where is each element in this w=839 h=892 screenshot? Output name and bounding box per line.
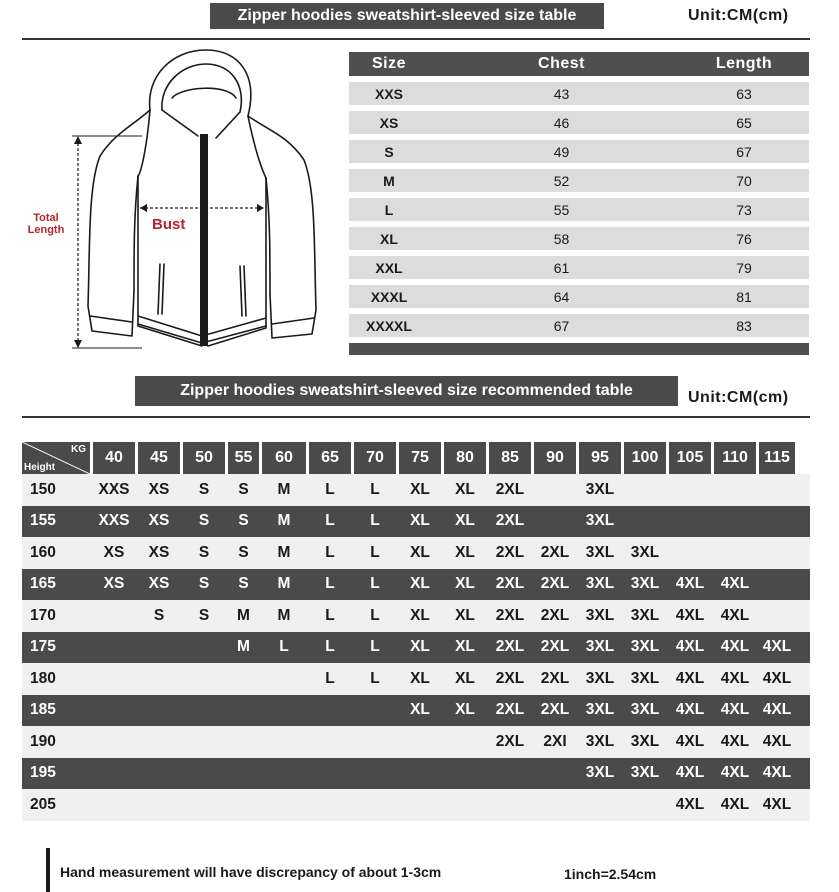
- size-recommend-cell: M: [277, 575, 291, 593]
- size-recommend-cell: L: [325, 669, 335, 687]
- weight-header: 90: [534, 442, 576, 474]
- hoodie-diagram: [22, 46, 342, 361]
- size-recommend-cell: 3XL: [585, 701, 615, 719]
- size-recommend-cell: L: [370, 480, 380, 498]
- size-recommend-cell: XXS: [98, 480, 130, 498]
- height-row: [22, 600, 810, 632]
- length-cell: 67: [736, 143, 752, 160]
- size-recommend-cell: 4XL: [762, 669, 792, 687]
- size-recommend-cell: XL: [410, 669, 430, 687]
- height-cell: 205: [30, 795, 56, 813]
- size-recommend-cell: L: [325, 543, 335, 561]
- size-recommend-cell: XS: [148, 480, 170, 498]
- height-row: [22, 632, 810, 664]
- weight-header: 105: [669, 442, 711, 474]
- size-recommend-cell: 3XL: [630, 606, 660, 624]
- height-cell: 180: [30, 669, 56, 687]
- weight-header: 60: [262, 442, 306, 474]
- size-recommend-cell: L: [325, 606, 335, 624]
- size-recommend-cell: S: [198, 606, 210, 624]
- size-recommend-cell: 2XL: [495, 701, 525, 719]
- weight-header: 95: [579, 442, 621, 474]
- size-row: [349, 140, 809, 163]
- size-recommend-cell: 2XL: [495, 543, 525, 561]
- corner-height-label: Height: [24, 462, 56, 473]
- chest-cell: 61: [553, 259, 570, 276]
- chest-cell: 55: [553, 201, 570, 218]
- size-recommend-cell: 3XL: [585, 575, 615, 593]
- size-recommend-cell: 3XL: [585, 480, 615, 498]
- weight-header: 45: [138, 442, 180, 474]
- height-row: [22, 758, 810, 790]
- weight-header: 80: [444, 442, 486, 474]
- height-cell: 190: [30, 732, 56, 750]
- size-cell: XXXL: [370, 288, 408, 305]
- footer-bar-accent: [46, 848, 50, 892]
- size-recommend-cell: 4XL: [762, 638, 792, 656]
- size-row: [349, 82, 809, 105]
- size-recommend-cell: 3XL: [585, 764, 615, 782]
- size-table: [349, 52, 809, 355]
- weight-header: 50: [183, 442, 225, 474]
- size-recommend-cell: S: [238, 575, 249, 593]
- size-recommend-cell: 4XL: [675, 575, 705, 593]
- size-recommend-cell: L: [370, 543, 380, 561]
- size-recommend-cell: XL: [410, 701, 430, 719]
- size-recommend-cell: 2XL: [495, 638, 525, 656]
- bust-label: Bust: [152, 216, 186, 233]
- length-cell: 76: [736, 230, 752, 247]
- size-recommend-cell: XS: [103, 543, 125, 561]
- recommend-table-header: [22, 442, 810, 474]
- size-recommend-cell: XL: [455, 480, 475, 498]
- size-cell: XL: [380, 230, 398, 247]
- header-chest: Chest: [538, 55, 585, 72]
- size-cell: XXL: [375, 259, 403, 276]
- size-recommend-cell: 4XL: [675, 606, 705, 624]
- size-recommend-cell: 3XL: [585, 669, 615, 687]
- size-recommend-cell: XL: [455, 512, 475, 530]
- recommend-table-title: Zipper hoodies sweatshirt-sleeved size recommended table: [135, 376, 678, 406]
- recommend-table: [22, 442, 810, 821]
- size-recommend-cell: 4XL: [720, 732, 750, 750]
- size-recommend-cell: 2XL: [540, 575, 570, 593]
- size-recommend-cell: 2XL: [495, 512, 525, 530]
- weight-header: 75: [399, 442, 441, 474]
- size-recommend-cell: L: [370, 669, 380, 687]
- size-cell: S: [384, 143, 394, 160]
- size-recommend-cell: 2XI: [543, 732, 567, 750]
- weight-header: 55: [228, 442, 259, 474]
- size-cell: XXS: [374, 85, 403, 102]
- height-row: [22, 789, 810, 821]
- size-recommend-cell: XS: [148, 512, 170, 530]
- chest-cell: 52: [553, 172, 570, 189]
- weight-header: 70: [354, 442, 396, 474]
- height-row: [22, 569, 810, 601]
- height-row: [22, 474, 810, 506]
- size-recommend-cell: M: [237, 606, 250, 624]
- size-recommend-cell: XS: [148, 575, 170, 593]
- size-recommend-cell: 2XL: [540, 669, 570, 687]
- size-recommend-cell: 4XL: [762, 732, 792, 750]
- size-cell: M: [383, 172, 395, 189]
- size-recommend-cell: 4XL: [675, 795, 705, 813]
- size-recommend-cell: 2XL: [495, 732, 525, 750]
- size-recommend-cell: 2XL: [540, 701, 570, 719]
- size-recommend-cell: 3XL: [630, 575, 660, 593]
- size-row: [349, 256, 809, 279]
- size-recommend-cell: XL: [455, 543, 475, 561]
- size-recommend-cell: S: [238, 480, 249, 498]
- size-recommend-cell: 4XL: [762, 795, 792, 813]
- weight-header: 85: [489, 442, 531, 474]
- height-row: [22, 663, 810, 695]
- chest-cell: 64: [553, 288, 570, 305]
- height-cell: 165: [30, 575, 56, 593]
- weight-header: 40: [93, 442, 135, 474]
- length-cell: 65: [736, 114, 752, 131]
- size-recommend-cell: M: [277, 480, 291, 498]
- size-recommend-cell: 3XL: [585, 543, 615, 561]
- size-recommend-cell: 4XL: [675, 701, 705, 719]
- header-size: Size: [371, 55, 406, 72]
- size-table-header: [349, 52, 809, 76]
- size-recommend-cell: M: [277, 512, 291, 530]
- size-cell: XS: [379, 114, 399, 131]
- size-recommend-cell: L: [370, 606, 380, 624]
- corner-kg-label: KG: [71, 444, 86, 455]
- size-recommend-cell: 3XL: [585, 606, 615, 624]
- size-recommend-cell: 4XL: [675, 638, 705, 656]
- header-length: Length: [715, 55, 773, 72]
- size-recommend-cell: XL: [410, 480, 430, 498]
- chest-cell: 67: [553, 317, 570, 334]
- size-recommend-cell: 4XL: [762, 764, 792, 782]
- length-cell: 63: [736, 85, 752, 102]
- weight-header: 100: [624, 442, 666, 474]
- length-cell: 70: [736, 172, 752, 189]
- chest-cell: 46: [553, 114, 570, 131]
- size-recommend-cell: 4XL: [720, 606, 750, 624]
- size-recommend-cell: 4XL: [720, 669, 750, 687]
- size-recommend-cell: 4XL: [720, 638, 750, 656]
- height-cell: 150: [30, 480, 56, 498]
- height-row: [22, 537, 810, 569]
- size-recommend-cell: 3XL: [585, 512, 615, 530]
- height-cell: 185: [30, 701, 56, 719]
- size-recommend-cell: 4XL: [720, 701, 750, 719]
- size-recommend-cell: S: [198, 480, 210, 498]
- size-recommend-cell: 2XL: [540, 606, 570, 624]
- size-recommend-cell: 3XL: [630, 638, 660, 656]
- size-cell: L: [384, 201, 394, 218]
- corner-cell: [22, 442, 90, 474]
- height-row: [22, 695, 810, 727]
- size-recommend-cell: S: [238, 543, 249, 561]
- size-recommend-cell: XL: [455, 669, 475, 687]
- weight-header: 65: [309, 442, 351, 474]
- size-recommend-cell: L: [370, 638, 380, 656]
- middle-divider: [22, 416, 810, 418]
- recommend-table-unit: Unit:CM(cm): [688, 389, 789, 406]
- length-cell: 79: [736, 259, 752, 276]
- hoodie-icon: [22, 46, 342, 356]
- total-length-label: Total Length: [27, 212, 65, 236]
- size-recommend-cell: 3XL: [630, 701, 660, 719]
- size-recommend-cell: L: [370, 575, 380, 593]
- size-recommend-cell: 2XL: [540, 543, 570, 561]
- size-row: [349, 198, 809, 221]
- size-recommend-cell: 3XL: [630, 543, 660, 561]
- height-cell: 160: [30, 543, 56, 561]
- height-row: [22, 726, 810, 758]
- footer-note: Hand measurement will have discrepancy of about 1-3cm: [60, 864, 442, 880]
- size-recommend-cell: 4XL: [675, 764, 705, 782]
- size-recommend-cell: XL: [410, 512, 430, 530]
- size-recommend-cell: XL: [410, 606, 430, 624]
- size-recommend-cell: 4XL: [762, 701, 792, 719]
- size-recommend-cell: 4XL: [720, 575, 750, 593]
- size-recommend-cell: M: [277, 606, 291, 624]
- height-row: [22, 506, 810, 538]
- size-recommend-cell: XS: [148, 543, 170, 561]
- size-recommend-cell: L: [325, 512, 335, 530]
- weight-header: 115: [759, 442, 795, 474]
- size-recommend-cell: XL: [455, 606, 475, 624]
- size-recommend-cell: XL: [410, 638, 430, 656]
- size-recommend-cell: L: [325, 575, 335, 593]
- size-recommend-cell: S: [238, 512, 249, 530]
- size-row: [349, 314, 809, 337]
- size-recommend-cell: XXS: [98, 512, 130, 530]
- size-recommend-cell: 2XL: [495, 606, 525, 624]
- size-recommend-cell: XL: [410, 575, 430, 593]
- size-table-title: Zipper hoodies sweatshirt-sleeved size table: [210, 3, 604, 29]
- chest-cell: 49: [553, 143, 570, 160]
- size-recommend-cell: 4XL: [720, 795, 750, 813]
- length-cell: 73: [736, 201, 752, 218]
- size-recommend-cell: 3XL: [585, 638, 615, 656]
- chest-cell: 43: [553, 85, 570, 102]
- height-cell: 175: [30, 638, 56, 656]
- size-recommend-cell: 4XL: [720, 764, 750, 782]
- size-recommend-cell: 3XL: [630, 764, 660, 782]
- footer-conversion: 1inch=2.54cm: [564, 866, 657, 882]
- size-recommend-cell: 4XL: [675, 732, 705, 750]
- height-cell: 170: [30, 606, 56, 624]
- weight-header: 110: [714, 442, 756, 474]
- size-recommend-cell: 2XL: [495, 480, 525, 498]
- size-recommend-cell: 3XL: [630, 732, 660, 750]
- size-recommend-cell: 3XL: [630, 669, 660, 687]
- size-recommend-cell: XL: [410, 543, 430, 561]
- size-recommend-cell: 2XL: [540, 638, 570, 656]
- size-recommend-cell: M: [277, 543, 291, 561]
- height-cell: 195: [30, 764, 56, 782]
- size-recommend-cell: L: [370, 512, 380, 530]
- size-recommend-cell: M: [237, 638, 250, 656]
- size-recommend-cell: 4XL: [675, 669, 705, 687]
- length-cell: 81: [736, 288, 752, 305]
- size-recommend-cell: S: [198, 575, 210, 593]
- size-recommend-cell: XL: [455, 575, 475, 593]
- size-recommend-cell: S: [153, 606, 165, 624]
- size-table-unit: Unit:CM(cm): [688, 7, 789, 24]
- size-recommend-cell: S: [198, 512, 210, 530]
- size-recommend-cell: XL: [455, 638, 475, 656]
- length-cell: 83: [736, 317, 752, 334]
- height-cell: 155: [30, 512, 56, 530]
- size-row: [349, 169, 809, 192]
- size-recommend-cell: 2XL: [495, 575, 525, 593]
- size-row: [349, 227, 809, 250]
- size-recommend-cell: 2XL: [495, 669, 525, 687]
- top-divider: [22, 38, 810, 40]
- chest-cell: 58: [553, 230, 570, 247]
- size-row: [349, 285, 809, 308]
- size-recommend-cell: L: [325, 638, 335, 656]
- size-recommend-cell: S: [198, 543, 210, 561]
- size-recommend-cell: XL: [455, 701, 475, 719]
- size-table-footer-bar: [349, 343, 809, 355]
- size-recommend-cell: XS: [103, 575, 125, 593]
- size-cell: XXXXL: [366, 317, 412, 334]
- size-row: [349, 111, 809, 134]
- size-recommend-cell: L: [279, 638, 289, 656]
- size-recommend-cell: L: [325, 480, 335, 498]
- size-recommend-cell: 3XL: [585, 732, 615, 750]
